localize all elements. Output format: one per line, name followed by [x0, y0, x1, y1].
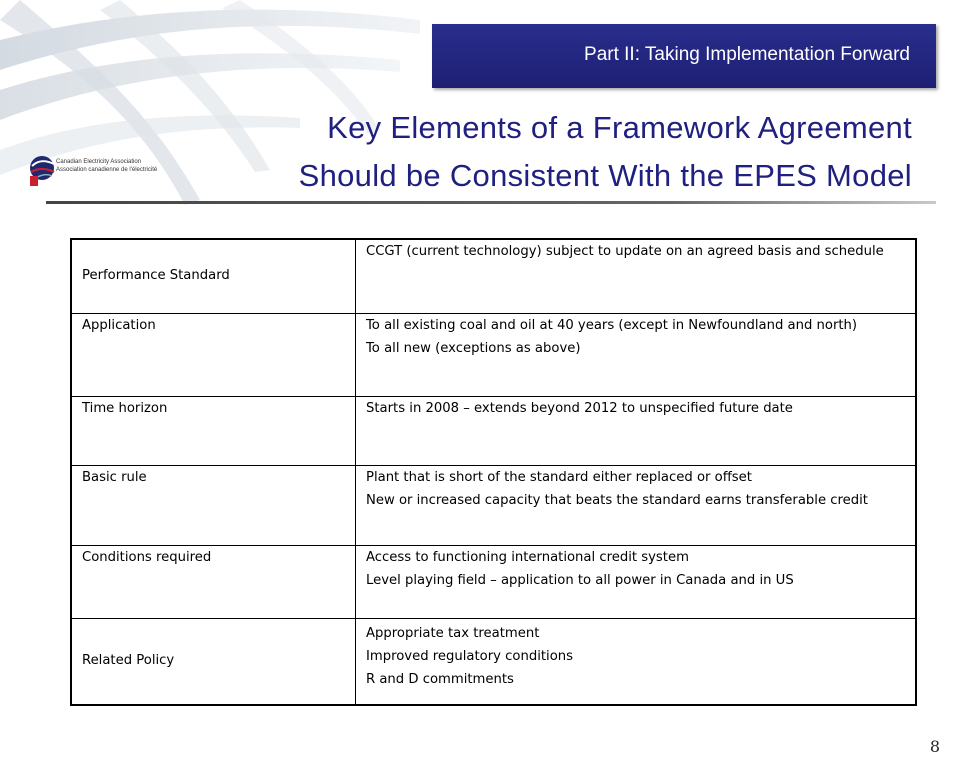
row-value-line: CCGT (current technology) subject to update on an agreed basis and schedule: [366, 244, 884, 259]
row-value: [356, 465, 917, 545]
row-value-line: Starts in 2008 – extends beyond 2012 to unspecified future date: [366, 400, 793, 416]
slide-title: [299, 104, 912, 200]
row-label-text: Performance Standard: [82, 268, 230, 284]
slide-title-line-1: Key Elements of a Framework Agreement: [327, 110, 912, 145]
table-row: [71, 313, 916, 396]
row-value-line: Level playing field – application to all power in Canada and in US: [366, 572, 794, 588]
row-label: [71, 618, 356, 705]
row-value-line: To all existing coal and oil at 40 years (except in Newfoundland and north): [366, 317, 858, 333]
row-value: [356, 545, 917, 618]
section-banner: [432, 24, 936, 88]
row-label: [71, 313, 356, 396]
title-underline: [46, 201, 936, 204]
framework-elements-table: [70, 238, 917, 706]
row-label: [71, 396, 356, 465]
row-label: [71, 239, 356, 313]
row-value: [356, 396, 917, 465]
table-row: [71, 239, 916, 313]
logo-caption: [56, 158, 157, 174]
logo-caption-line-2: Association canadienne de l'électricité: [56, 167, 158, 173]
slide-title-line-2: Should be Consistent With the EPES Model: [298, 158, 912, 193]
row-value: [356, 618, 917, 705]
row-value-line: Improved regulatory conditions: [366, 648, 574, 664]
table-row: [71, 465, 916, 545]
row-label: [71, 545, 356, 618]
row-label-text: Related Policy: [82, 653, 175, 669]
row-value-line: R and D commitments: [366, 671, 514, 687]
table-row: [71, 396, 916, 465]
row-value-line: Appropriate tax treatment: [366, 625, 540, 641]
row-label-text: Basic rule: [82, 469, 147, 485]
table-row: [71, 545, 916, 618]
row-label-text: Time horizon: [82, 400, 168, 416]
row-label: [71, 465, 356, 545]
row-value-line: Access to functioning international credit system: [366, 549, 689, 565]
logo-caption-line-1: Canadian Electricity Association: [56, 159, 142, 165]
row-value-line: New or increased capacity that beats the standard earns transferable credit: [366, 492, 868, 508]
row-value: [356, 239, 917, 313]
row-value-line: Plant that is short of the standard either replaced or offset: [366, 469, 752, 485]
row-value-line: To all new (exceptions as above): [366, 340, 581, 356]
section-banner-text: Part II: Taking Implementation Forward: [584, 44, 910, 65]
row-value: [356, 313, 917, 396]
row-label-text: Application: [82, 317, 156, 333]
row-label-text: Conditions required: [82, 549, 212, 565]
page-number: 8: [929, 737, 940, 756]
table-row: [71, 618, 916, 705]
